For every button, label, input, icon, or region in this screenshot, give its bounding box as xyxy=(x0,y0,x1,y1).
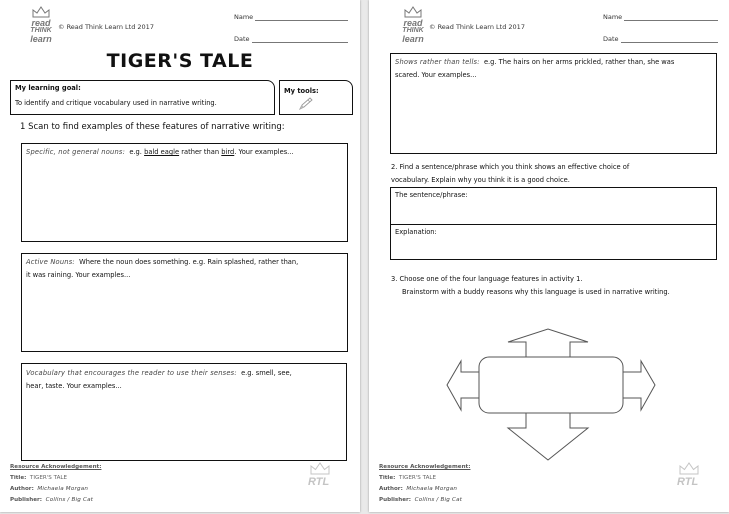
example-prefix: e.g. xyxy=(129,148,142,156)
arrow-right-icon xyxy=(621,361,655,410)
ack-author-label: Author: xyxy=(379,486,403,492)
shows-not-tells-box[interactable] xyxy=(390,53,717,154)
ack-author-label: Author: xyxy=(10,486,34,492)
ack-title-value: TIGER'S TALE xyxy=(29,475,68,481)
resource-acknowledgement xyxy=(379,462,470,506)
explanation-box[interactable] xyxy=(390,224,717,260)
shows-not-tells-text-line1: e.g. The hairs on her arms prickled, rather than, she was xyxy=(483,58,675,66)
name-label: Name xyxy=(603,13,623,21)
pencil-icon xyxy=(298,97,314,111)
arrow-up-icon xyxy=(508,329,588,357)
example-bald-eagle: bald eagle xyxy=(144,148,180,156)
ack-heading: Resource Acknowledgement: xyxy=(10,464,102,470)
question-3-line2: Brainstorm with a buddy reasons why this language is used in narrative writing. xyxy=(402,288,670,296)
logo-word-read: read xyxy=(403,18,423,28)
active-nouns-box[interactable] xyxy=(21,253,348,352)
name-label: Name xyxy=(234,13,254,21)
question-2-line2: vocabulary. Explain why you think it is a good choice. xyxy=(391,176,570,184)
rtl-crown-icon xyxy=(679,462,699,475)
name-field[interactable] xyxy=(624,20,718,21)
date-label: Date xyxy=(234,35,250,43)
rtl-crown-icon xyxy=(310,462,330,475)
senses-text-line2: hear, taste. Your examples... xyxy=(26,382,122,390)
ack-title-label: Title: xyxy=(379,475,396,481)
brainstorm-diagram xyxy=(445,328,659,462)
name-field[interactable] xyxy=(255,20,348,21)
sentence-phrase-box[interactable] xyxy=(390,187,717,225)
ack-publisher-value: Collins / Big Cat xyxy=(414,497,463,503)
active-nouns-text-line1: Where the noun does something. e.g. Rain splashed, rather than, xyxy=(79,258,299,266)
ack-heading: Resource Acknowledgement: xyxy=(379,464,471,470)
ack-title-label: Title: xyxy=(10,475,27,481)
shows-not-tells-text-line2: scared. Your examples... xyxy=(395,71,477,79)
brainstorm-centre-box xyxy=(479,357,623,413)
crown-icon xyxy=(404,6,422,18)
copyright-text: © Read Think Learn Ltd 2017 xyxy=(429,23,525,31)
senses-label: Vocabulary that encourages the reader to use their senses: xyxy=(26,369,237,377)
your-examples-text: . Your examples... xyxy=(234,148,294,156)
active-nouns-label: Active Nouns: xyxy=(26,258,75,266)
shows-not-tells-label: Shows rather than tells: xyxy=(395,58,480,66)
rtl-logo xyxy=(306,462,334,492)
rtl-logo-text: RTL xyxy=(308,476,330,488)
learning-goal-box xyxy=(10,80,275,115)
crown-icon xyxy=(32,6,50,18)
tools-label: My tools: xyxy=(284,87,319,95)
example-bird: bird xyxy=(221,148,235,156)
ack-publisher-value: Collins / Big Cat xyxy=(45,497,94,503)
learning-goal-text: To identify and critique vocabulary used in narrative writing. xyxy=(15,99,217,107)
logo-word-learn: learn xyxy=(402,34,424,44)
learning-goal-heading: My learning goal: xyxy=(15,84,81,92)
copyright-text: © Read Think Learn Ltd 2017 xyxy=(58,23,154,31)
tools-box xyxy=(279,80,353,115)
logo-word-think: THINK xyxy=(30,27,52,34)
arrow-left-icon xyxy=(447,361,481,410)
logo-word-learn: learn xyxy=(30,34,52,44)
worksheet-page-2 xyxy=(369,0,729,512)
logo-word-read: read xyxy=(31,18,51,28)
activity-1-instruction: 1 Scan to find examples of these features of narrative writing: xyxy=(20,122,285,132)
explanation-label: Explanation: xyxy=(395,228,437,236)
rtl-logo-text: RTL xyxy=(677,476,699,488)
ack-author-value: Michaela Morgan xyxy=(37,486,89,492)
senses-text-line1: e.g. smell, see, xyxy=(241,369,292,377)
arrow-down-icon xyxy=(508,413,588,460)
read-think-learn-logo xyxy=(26,6,56,50)
sentence-phrase-label: The sentence/phrase: xyxy=(395,191,468,199)
resource-acknowledgement xyxy=(10,462,101,506)
ack-title-value: TIGER'S TALE xyxy=(398,475,437,481)
senses-vocabulary-box[interactable] xyxy=(21,363,347,461)
active-nouns-text-line2: it was raining. Your examples... xyxy=(26,271,131,279)
rtl-logo xyxy=(675,462,703,492)
question-2-line1: 2. Find a sentence/phrase which you think shows an effective choice of xyxy=(391,163,630,171)
example-rather-than: rather than xyxy=(181,148,220,156)
logo-word-think: THINK xyxy=(402,27,424,34)
ack-publisher-label: Publisher: xyxy=(10,497,43,503)
date-field[interactable] xyxy=(252,42,348,43)
read-think-learn-logo xyxy=(398,6,428,50)
question-3-line1: 3. Choose one of the four language features in activity 1. xyxy=(391,275,583,283)
ack-publisher-label: Publisher: xyxy=(379,497,412,503)
page-title: TIGER'S TALE xyxy=(106,50,254,72)
specific-nouns-box[interactable] xyxy=(21,143,348,242)
ack-author-value: Michaela Morgan xyxy=(406,486,458,492)
date-field[interactable] xyxy=(621,42,718,43)
date-label: Date xyxy=(603,35,619,43)
specific-nouns-label: Specific, not general nouns: xyxy=(26,148,126,156)
worksheet-page-1 xyxy=(0,0,360,512)
